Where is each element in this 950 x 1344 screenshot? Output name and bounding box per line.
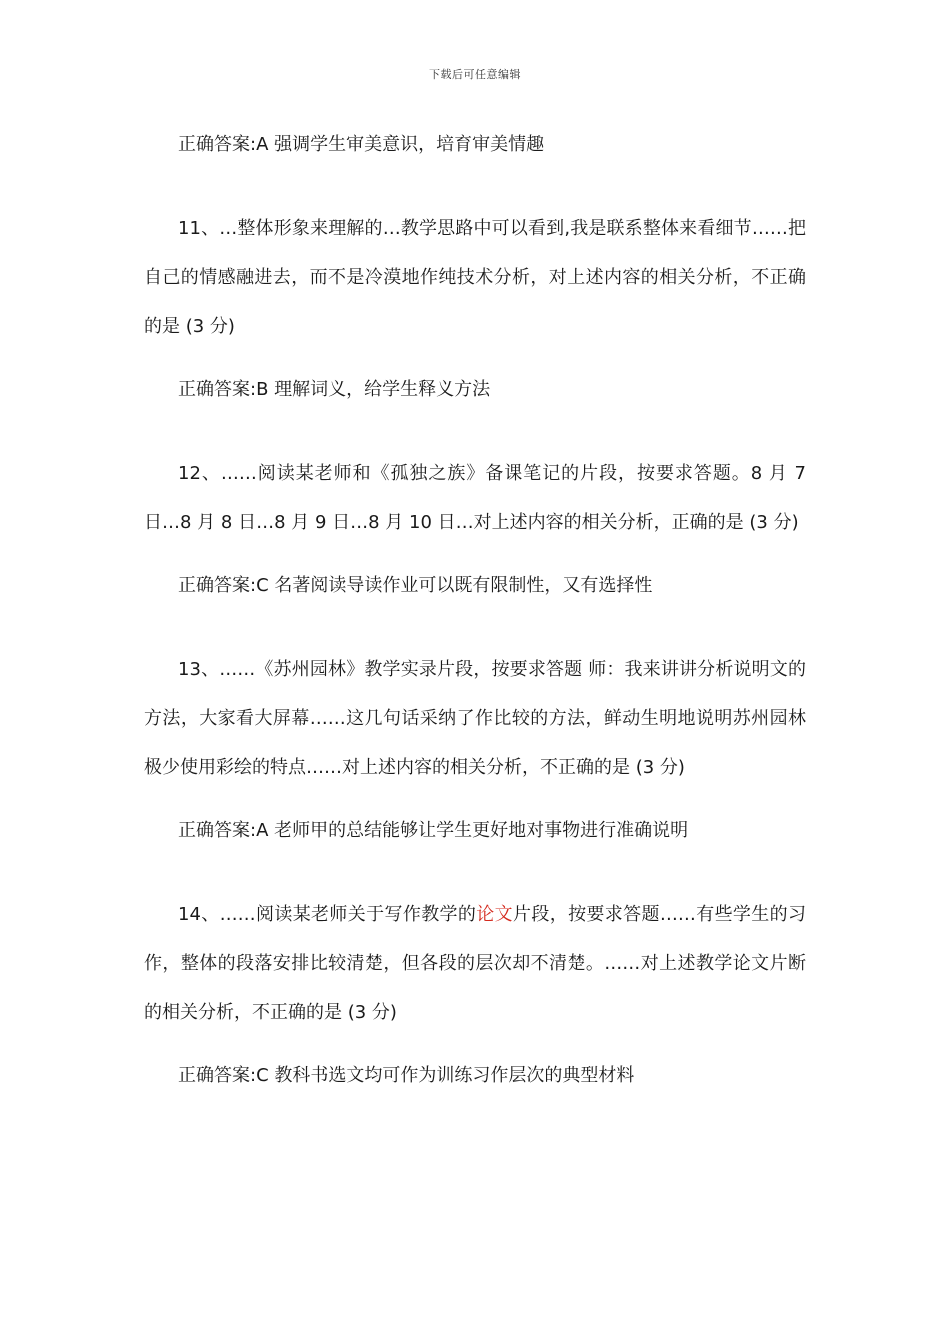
- document-body: [144, 130, 806, 1135]
- answer-12: 正确答案:C 名著阅读导读作业可以既有限制性，又有选择性: [178, 575, 653, 596]
- highlighted-word: 论文: [476, 904, 513, 925]
- question-14-text-end: 片段，按要求答题……有些学生的习作，整体的段落安排比较清楚，但各段的层次却不清楚。……对上述教学论文片断的相关分析，不正确的是 (3 分): [144, 904, 807, 1023]
- answer-11: 正确答案:B 理解词义，给学生释义方法: [178, 379, 491, 400]
- question-11: 11、…整体形象来理解的…教学思路中可以看到,我是联系整体来看细节……把自己的情感融进去，而不是冷漠地作纯技术分析，对上述内容的相关分析，不正确的是 (3 分): [144, 218, 806, 337]
- page-header: 下载后可任意编辑: [429, 68, 521, 81]
- question-14: [144, 890, 806, 1037]
- question-13: 13、……《苏州园林》教学实录片段，按要求答题 师：我来讲讲分析说明文的方法，大家看大屏幕……这几句话采纳了作比较的方法，鲜动生明地说明苏州园林极少使用彩绘的特点……对上述内容的相关分析，不正确的是 (3 分): [144, 659, 806, 778]
- question-14-text-start: 14、……阅读某老师关于写作教学的: [178, 904, 477, 925]
- answer-14: 正确答案:C 教科书选文均可作为训练习作层次的典型材料: [178, 1065, 635, 1086]
- answer-10: 正确答案:A 强调学生审美意识，培育审美情趣: [178, 134, 545, 155]
- answer-13: 正确答案:A 老师甲的总结能够让学生更好地对事物进行准确说明: [178, 820, 689, 841]
- question-12: 12、……阅读某老师和《孤独之族》备课笔记的片段，按要求答题。8 月 7 日…8 月 8 日…8 月 9 日…8 月 10 日…对上述内容的相关分析，正确的是 (3 分): [144, 463, 806, 533]
